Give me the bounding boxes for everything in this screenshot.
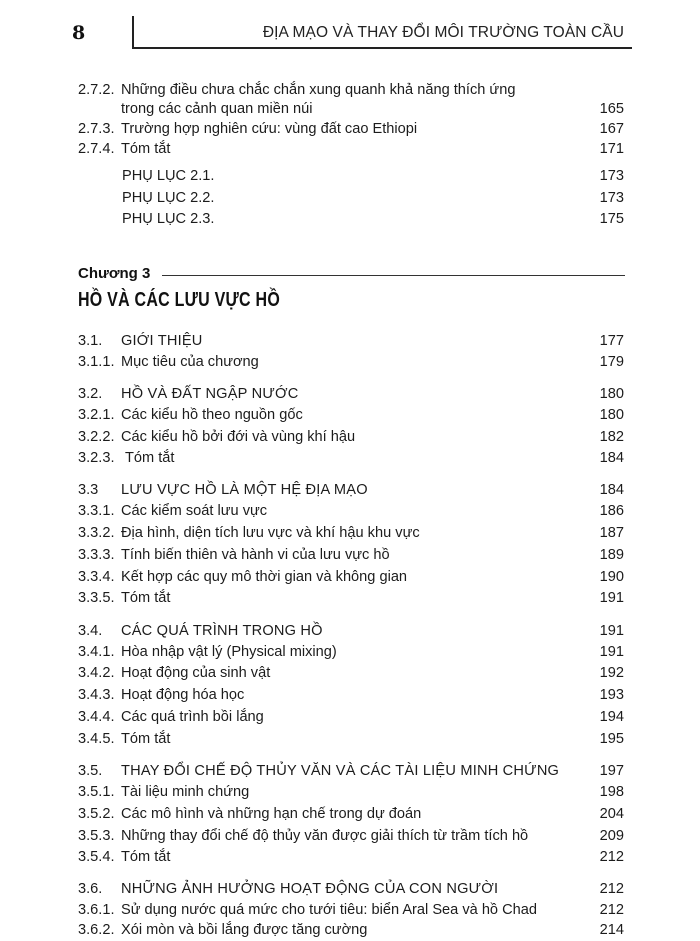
entry-title: Các kiểu hồ bởi đới và vùng khí hậu	[121, 429, 356, 445]
entry-title: Các quá trình bồi lắng	[121, 709, 264, 725]
toc-entry	[78, 728, 624, 750]
entry-page: 179	[599, 354, 624, 370]
entry-title: Hòa nhập vật lý (Physical mixing)	[121, 644, 337, 660]
entry-number: 3.3.5.	[78, 590, 115, 606]
entry-number: 3.3.4.	[78, 569, 115, 585]
entry-title: Các kiểu hồ theo nguồn gốc	[121, 407, 303, 423]
entry-page: 192	[599, 665, 624, 681]
entry-page: 180	[599, 407, 624, 423]
entry-number: 3.4.4.	[78, 709, 115, 725]
toc-entry	[78, 447, 624, 469]
entry-number: 3.6.2.	[78, 922, 115, 938]
toc-entry	[78, 98, 624, 120]
entry-page: 191	[599, 590, 624, 606]
entry-page: 167	[599, 121, 624, 137]
toc-entry	[78, 118, 624, 140]
entry-page: 198	[599, 784, 624, 800]
entry-page: 165	[599, 101, 624, 117]
entry-page: 190	[599, 569, 624, 585]
entry-title: GIỚI THIỆU	[121, 333, 203, 349]
entry-number: 3.4.	[78, 623, 103, 639]
entry-number: 3.3.1.	[78, 503, 115, 519]
page-number: 8	[72, 22, 86, 44]
toc-entry	[78, 138, 624, 160]
entry-number: 2.7.4.	[78, 141, 115, 157]
entry-number: 3.5.1.	[78, 784, 115, 800]
appendix-page: 173	[599, 190, 624, 206]
toc-entry	[78, 404, 624, 426]
entry-title: Sử dụng nước quá mức cho tưới tiêu: biển Aral Sea và hồ Chad	[121, 902, 537, 918]
running-header	[0, 0, 700, 52]
entry-title: Những điều chưa chắc chắn xung quanh khả năng thích ứng	[121, 82, 516, 98]
appendix-page: 173	[599, 168, 624, 184]
entry-number: 3.4.3.	[78, 687, 115, 703]
entry-title: Những thay đổi chế độ thủy văn được giải thích từ trầm tích hồ	[121, 828, 529, 844]
entry-page: 177	[599, 333, 624, 349]
entry-page: 191	[599, 644, 624, 660]
entry-page: 184	[599, 482, 624, 498]
entry-number: 3.5.4.	[78, 849, 115, 865]
entry-page: 212	[599, 902, 624, 918]
entry-title: HỒ VÀ ĐẤT NGẬP NƯỚC	[121, 386, 299, 402]
entry-title: Xói mòn và bồi lắng được tăng cường	[121, 922, 368, 938]
entry-title: NHỮNG ẢNH HƯỞNG HOẠT ĐỘNG CỦA CON NGƯỜI	[121, 881, 499, 897]
entry-page: 212	[599, 881, 624, 897]
appendix-entry	[78, 208, 624, 230]
toc-entry	[78, 351, 624, 373]
entry-page: 186	[599, 503, 624, 519]
appendix-entry	[78, 187, 624, 209]
entry-page: 209	[599, 828, 624, 844]
toc-entry	[78, 684, 624, 706]
toc-entry	[78, 919, 624, 941]
entry-page: 171	[599, 141, 624, 157]
toc-entry	[78, 566, 624, 588]
entry-title: LƯU VỰC HỒ LÀ MỘT HỆ ĐỊA MẠO	[121, 482, 368, 498]
entry-page: 191	[599, 623, 624, 639]
entry-number: 3.2.	[78, 386, 103, 402]
entry-number: 3.1.	[78, 333, 103, 349]
entry-number: 3.3	[78, 482, 99, 498]
toc-section	[78, 620, 624, 642]
toc-section	[78, 479, 624, 501]
entry-title: Trường hợp nghiên cứu: vùng đất cao Ethiopi	[121, 121, 418, 137]
entry-title: trong các cảnh quan miền núi	[121, 101, 313, 117]
chapter-rule	[162, 275, 625, 276]
toc-entry	[78, 803, 624, 825]
header-vertical-rule	[132, 16, 134, 48]
entry-title: Tóm tắt	[121, 590, 171, 606]
toc-entry	[78, 706, 624, 728]
appendix-title: PHỤ LỤC 2.1.	[122, 168, 215, 184]
entry-page: 193	[599, 687, 624, 703]
entry-page: 194	[599, 709, 624, 725]
appendix-entry	[78, 165, 624, 187]
entry-number: 3.2.1.	[78, 407, 115, 423]
entry-title: Tóm tắt	[121, 141, 171, 157]
entry-title: Tóm tắt	[121, 849, 171, 865]
toc-entry	[78, 781, 624, 803]
entry-number: 2.7.2.	[78, 82, 115, 98]
toc-section	[78, 330, 624, 352]
toc-entry	[78, 825, 624, 847]
entry-number: 3.1.1.	[78, 354, 115, 370]
entry-page: 212	[599, 849, 624, 865]
entry-page: 187	[599, 525, 624, 541]
entry-number: 3.3.3.	[78, 547, 115, 563]
entry-title: Tài liệu minh chứng	[121, 784, 250, 800]
entry-title: Các mô hình và những hạn chế trong dự đoán	[121, 806, 422, 822]
toc-entry	[78, 641, 624, 663]
appendix-title: PHỤ LỤC 2.2.	[122, 190, 215, 206]
entry-title: Mục tiêu của chương	[121, 354, 259, 370]
toc-entry	[78, 899, 624, 921]
appendix-page: 175	[599, 211, 624, 227]
entry-page: 189	[599, 547, 624, 563]
entry-number: 3.4.5.	[78, 731, 115, 747]
chapter-title: HỒ VÀ CÁC LƯU VỰC HỒ	[78, 289, 281, 311]
entry-title: Tóm tắt	[125, 450, 175, 466]
entry-title: Kết hợp các quy mô thời gian và không gian	[121, 569, 408, 585]
entry-title: Hoạt động hóa học	[121, 687, 245, 703]
entry-number: 3.6.1.	[78, 902, 115, 918]
entry-title: Tóm tắt	[121, 731, 171, 747]
entry-number: 3.2.3.	[78, 450, 115, 466]
entry-number: 3.5.2.	[78, 806, 115, 822]
entry-title: Hoạt động của sinh vật	[121, 665, 271, 681]
entry-number: 3.6.	[78, 881, 103, 897]
entry-page: 214	[599, 922, 624, 938]
entry-number: 3.4.1.	[78, 644, 115, 660]
header-horizontal-rule	[132, 47, 632, 49]
toc-section	[78, 878, 624, 900]
toc-entry	[78, 426, 624, 448]
entry-number: 3.2.2.	[78, 429, 115, 445]
entry-title: CÁC QUÁ TRÌNH TRONG HỒ	[121, 623, 323, 639]
entry-page: 195	[599, 731, 624, 747]
entry-number: 2.7.3.	[78, 121, 115, 137]
toc-entry	[78, 522, 624, 544]
entry-title: Địa hình, diện tích lưu vực và khí hậu khu vực	[121, 525, 420, 541]
toc-entry	[78, 846, 624, 868]
entry-title: THAY ĐỔI CHẾ ĐỘ THỦY VĂN VÀ CÁC TÀI LIỆU MINH CHỨNG	[121, 763, 560, 779]
toc-entry	[78, 544, 624, 566]
toc-section	[78, 760, 624, 782]
entry-page: 204	[599, 806, 624, 822]
entry-page: 197	[599, 763, 624, 779]
toc-entry	[78, 587, 624, 609]
entry-number: 3.4.2.	[78, 665, 115, 681]
running-title: ĐỊA MẠO VÀ THAY ĐỔI MÔI TRƯỜNG TOÀN CẦU	[262, 24, 624, 41]
entry-page: 180	[599, 386, 624, 402]
entry-page: 184	[599, 450, 624, 466]
entry-title: Các kiểm soát lưu vực	[121, 503, 268, 519]
entry-page: 182	[599, 429, 624, 445]
chapter-label: Chương 3	[78, 265, 151, 282]
entry-number: 3.5.3.	[78, 828, 115, 844]
toc-section	[78, 383, 624, 405]
toc-entry	[78, 662, 624, 684]
toc-entry	[78, 500, 624, 522]
entry-number: 3.5.	[78, 763, 103, 779]
appendix-title: PHỤ LỤC 2.3.	[122, 211, 215, 227]
entry-number: 3.3.2.	[78, 525, 115, 541]
entry-title: Tính biến thiên và hành vi của lưu vực hồ	[121, 547, 390, 563]
